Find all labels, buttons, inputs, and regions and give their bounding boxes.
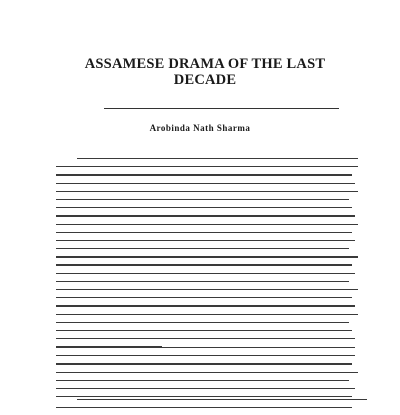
text-line [56,248,349,249]
text-line [56,207,352,208]
text-line [56,372,358,373]
text-line [56,380,349,381]
text-line [56,224,358,225]
text-line [56,166,358,167]
text-line [56,256,358,257]
text-line [56,355,355,356]
text-line [56,396,352,397]
text-line [56,289,358,290]
text-line [56,407,352,408]
text-line [56,232,352,233]
text-line [56,264,352,265]
text-line [56,281,349,282]
text-line [56,338,355,339]
text-line [56,174,352,175]
article-title: ASSAMESE DRAMA OF THE LAST DECADE [84,56,326,88]
author-name: Arobinda Nath Sharma [149,123,251,133]
text-line [56,240,355,241]
text-line [77,347,355,348]
text-line [56,199,349,200]
body-paragraph-2 [56,347,358,404]
body-paragraph-1 [56,158,358,355]
text-line [56,388,355,389]
title-rule [104,108,339,109]
text-line [56,305,355,306]
text-line [56,314,358,315]
text-line [56,191,358,192]
text-line [77,158,358,159]
text-line [56,215,355,216]
text-line [56,183,355,184]
text-line [56,330,352,331]
text-line [56,273,355,274]
text-line [56,322,349,323]
body-paragraph-3 [56,399,358,415]
text-line [56,297,352,298]
text-line [56,363,352,364]
